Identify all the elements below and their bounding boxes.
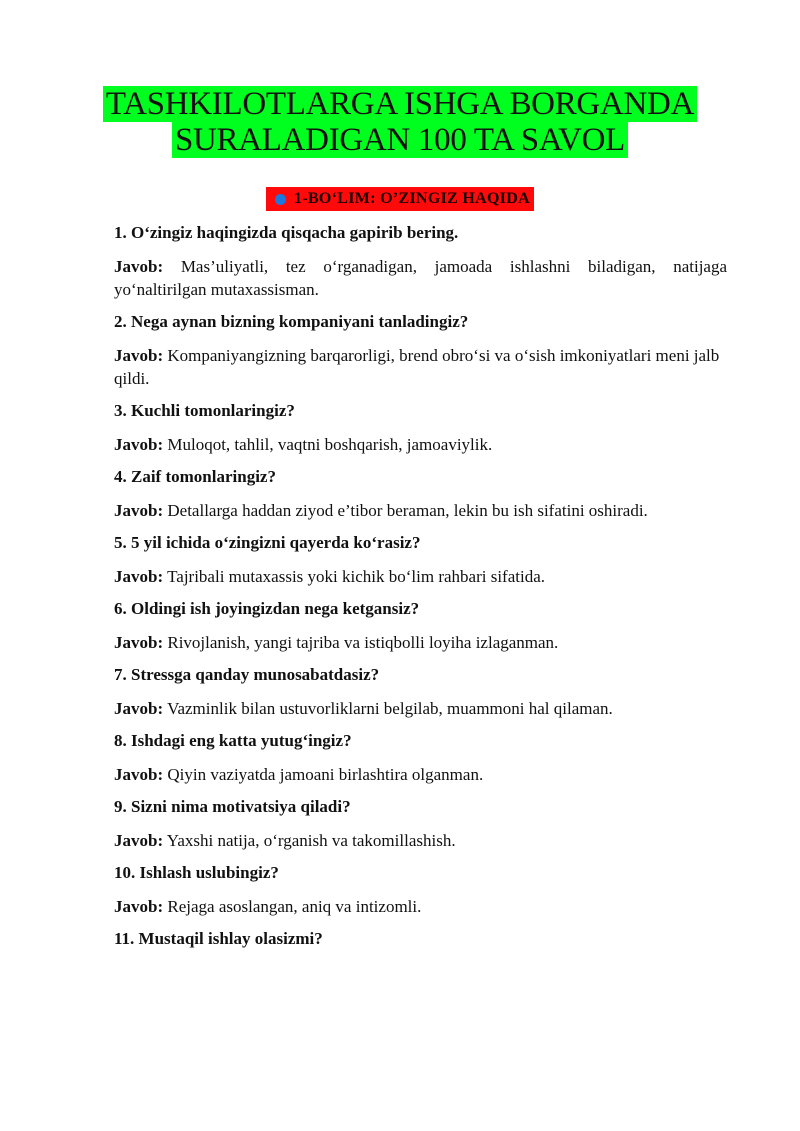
question-6: 6. Oldingi ish joyingizdan nega ketgansiz? xyxy=(114,599,420,618)
answer-prefix: Javob: xyxy=(114,633,164,652)
question-2: 2. Nega aynan bizning kompaniyani tanladingiz? xyxy=(114,312,469,331)
section-heading xyxy=(266,187,534,211)
question-4: 4. Zaif tomonlaringiz? xyxy=(114,467,276,486)
answer-text: Mas’uliyatli, tez o‘rganadigan, jamoada ishlashni biladigan, natijaga yo‘naltirilgan mutaxassisman. xyxy=(114,257,728,299)
bullet-icon-wrap xyxy=(266,187,294,211)
section-heading-label: 1-BO‘LIM: O’ZINGIZ HAQIDA xyxy=(294,190,530,207)
answer-7 xyxy=(114,697,727,720)
answer-prefix: Javob: xyxy=(114,567,164,586)
title-line-1: TASHKILOTLARGA ISHGA BORGANDA xyxy=(103,86,697,122)
answer-text: Tajribali mutaxassis yoki kichik bo‘lim rahbari sifatida. xyxy=(167,567,545,586)
answer-text: Yaxshi natija, o‘rganish va takomillashish. xyxy=(166,831,456,850)
answer-9 xyxy=(114,829,727,852)
answer-text: Qiyin vaziyatda jamoani birlashtira olganman. xyxy=(167,765,484,784)
answer-8 xyxy=(114,763,727,786)
section-heading-wrap xyxy=(0,187,800,211)
answer-2 xyxy=(114,344,727,390)
question-11: 11. Mustaqil ishlay olasizmi? xyxy=(114,929,323,948)
answer-1 xyxy=(114,255,727,301)
answer-prefix: Javob: xyxy=(114,831,164,850)
answer-text: Vazminlik bilan ustuvorliklarni belgilab, muammoni hal qilaman. xyxy=(167,699,613,718)
answer-prefix: Javob: xyxy=(114,257,164,276)
question-9: 9. Sizni nima motivatsiya qiladi? xyxy=(114,797,351,816)
question-3: 3. Kuchli tomonlaringiz? xyxy=(114,401,295,420)
answer-prefix: Javob: xyxy=(114,346,164,365)
question-1: 1. O‘zingiz haqingizda qisqacha gapirib bering. xyxy=(114,223,459,242)
title-line-2: SURALADIGAN 100 TA SAVOL xyxy=(172,122,628,158)
question-5: 5. 5 yil ichida o‘zingizni qayerda ko‘rasiz? xyxy=(114,533,421,552)
question-8: 8. Ishdagi eng katta yutug‘ingiz? xyxy=(114,731,352,750)
answer-text: Detallarga haddan ziyod e’tibor beraman, lekin bu ish sifatini oshiradi. xyxy=(167,501,648,520)
answer-text: Rejaga asoslangan, aniq va intizomli. xyxy=(167,897,422,916)
question-10: 10. Ishlash uslubingiz? xyxy=(114,863,279,882)
answer-3 xyxy=(114,433,727,456)
answer-prefix: Javob: xyxy=(114,699,164,718)
answer-prefix: Javob: xyxy=(114,435,164,454)
answer-4 xyxy=(114,499,727,522)
answer-text: Muloqot, tahlil, vaqtni boshqarish, jamoaviylik. xyxy=(167,435,493,454)
question-7: 7. Stressga qanday munosabatdasiz? xyxy=(114,665,380,684)
answer-5 xyxy=(114,565,727,588)
answer-6 xyxy=(114,631,727,654)
document-title xyxy=(0,86,800,158)
blue-circle-bullet-icon xyxy=(275,194,286,205)
answer-text: Kompaniyangizning barqarorligi, brend obro‘si va o‘sish imkoniyatlari meni jalb qildi. xyxy=(114,346,720,388)
answer-text: Rivojlanish, yangi tajriba va istiqbolli loyiha izlaganman. xyxy=(167,633,559,652)
answer-prefix: Javob: xyxy=(114,897,164,916)
answer-prefix: Javob: xyxy=(114,765,164,784)
answer-10 xyxy=(114,895,727,918)
answer-prefix: Javob: xyxy=(114,501,164,520)
qa-list xyxy=(114,222,727,950)
